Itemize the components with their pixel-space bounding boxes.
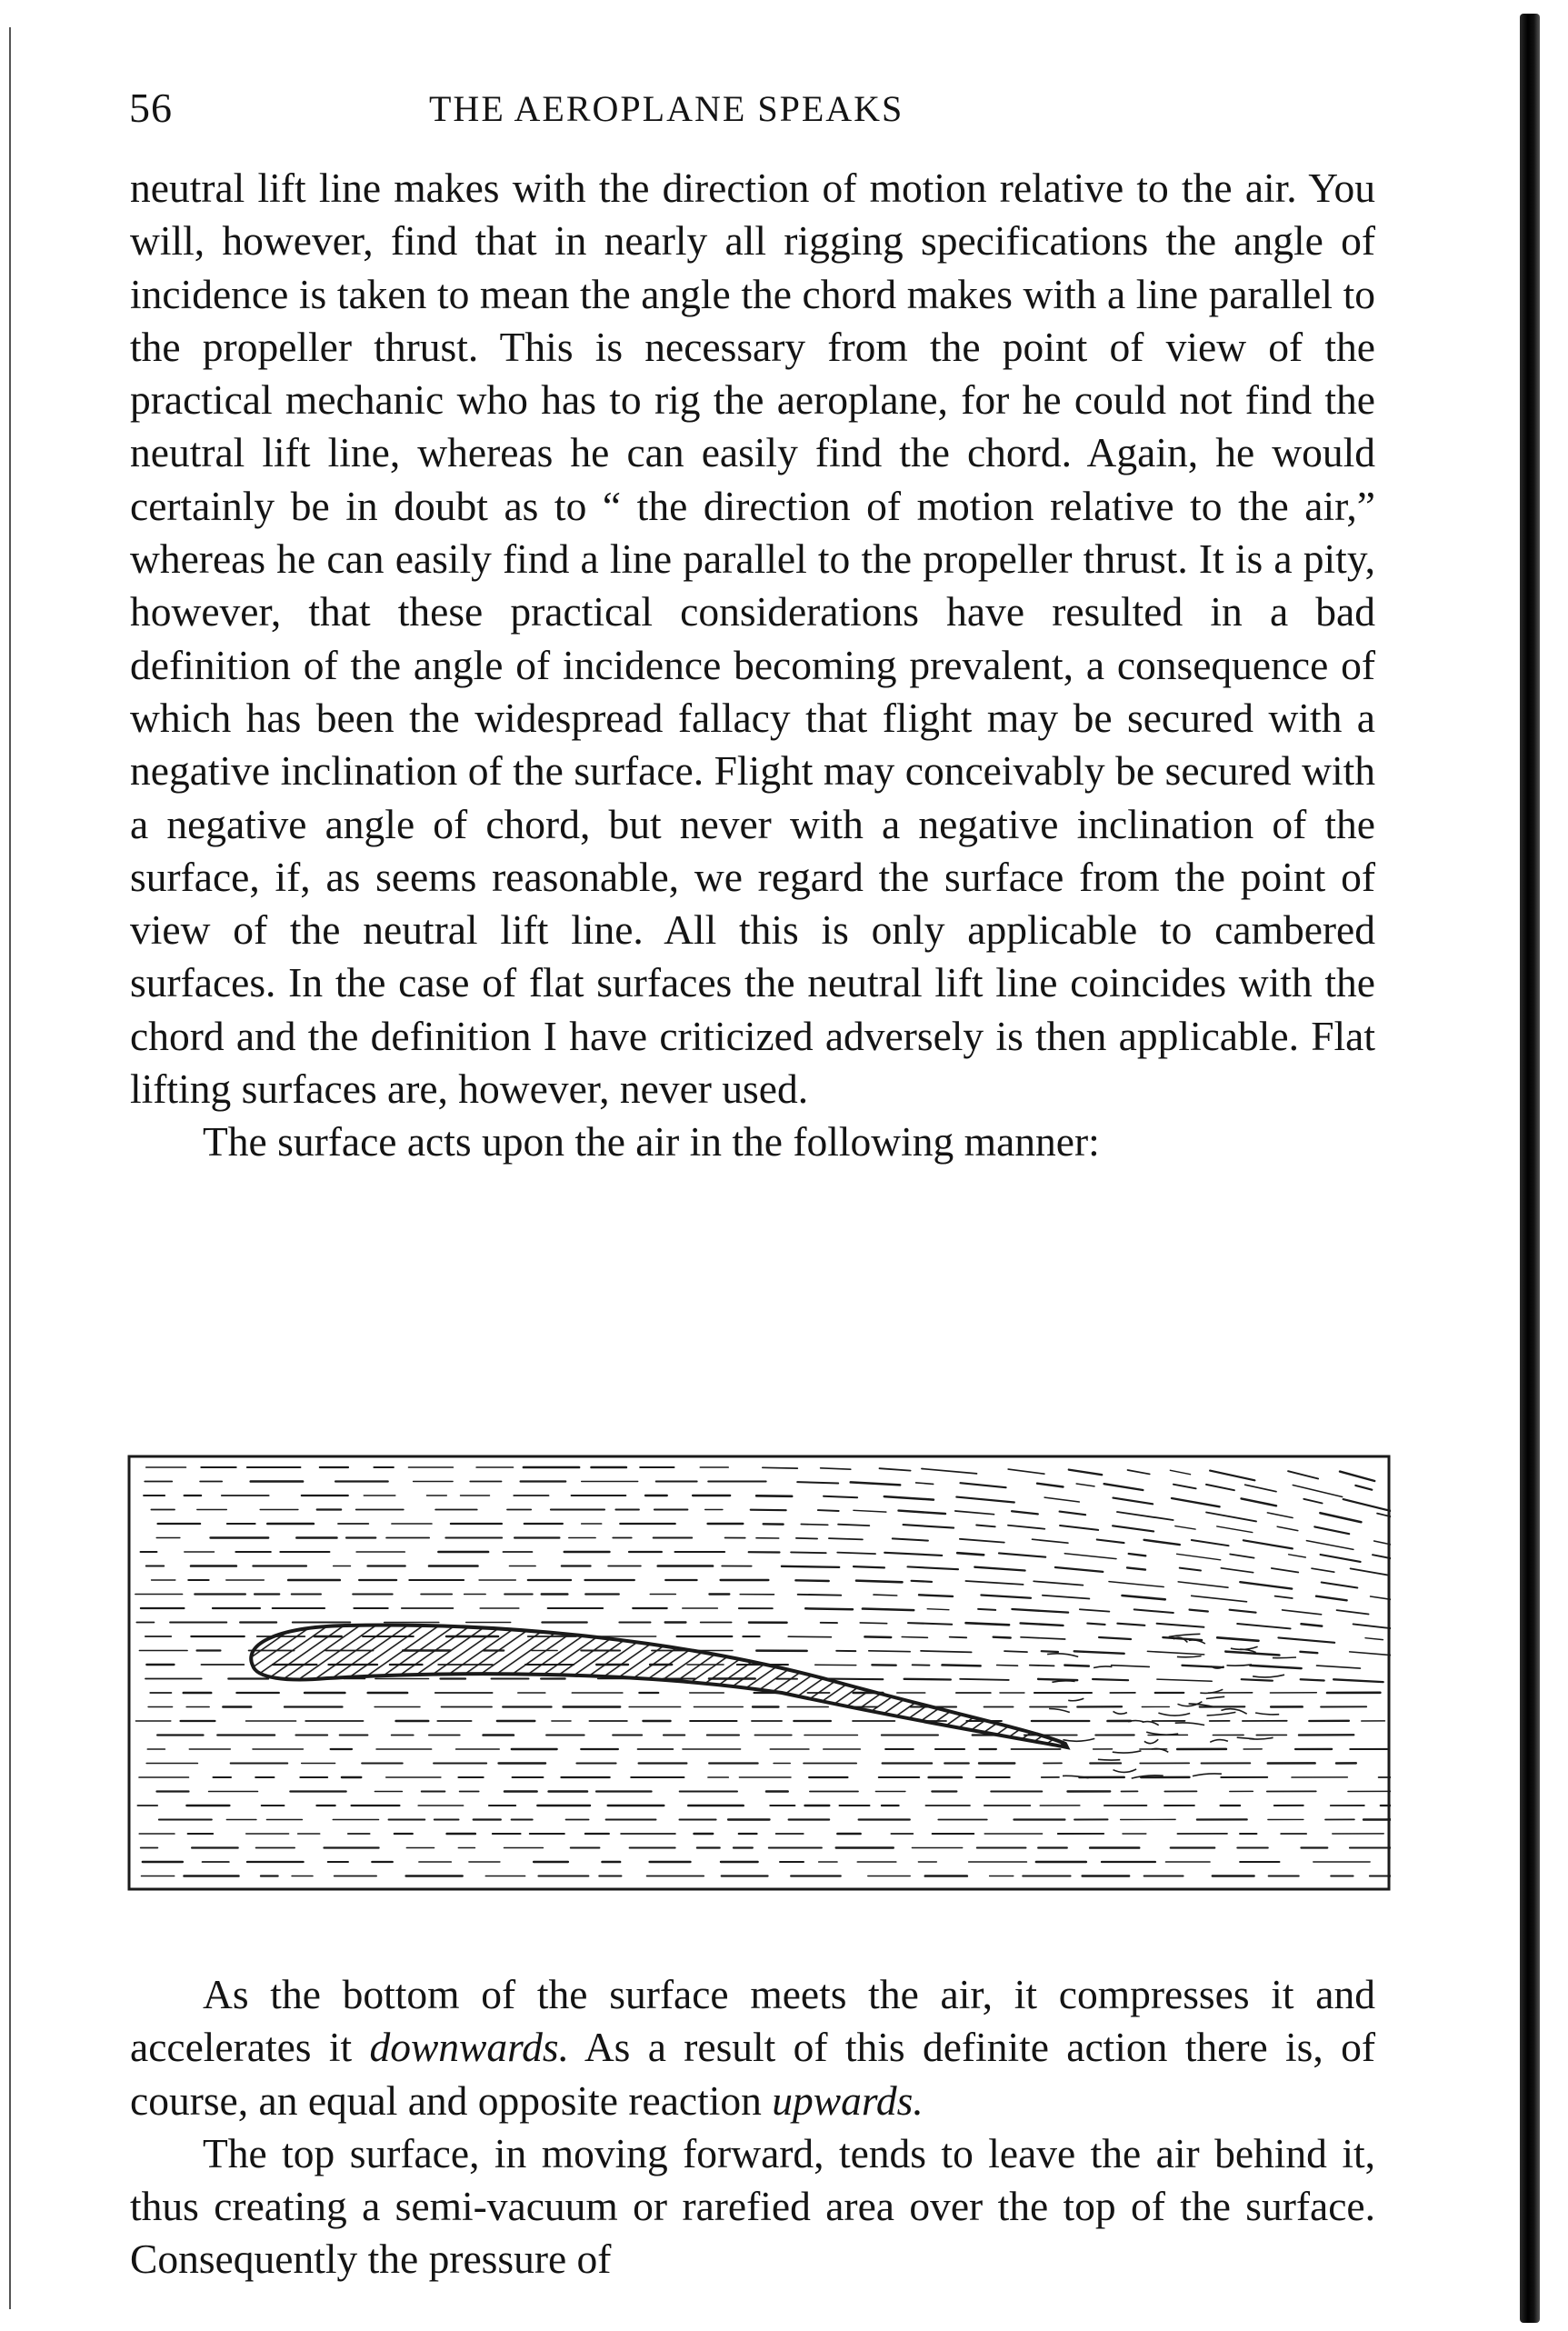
- streamline-dash: [782, 1566, 839, 1567]
- streamline-dash: [805, 1608, 853, 1609]
- streamline-dash: [856, 1581, 903, 1583]
- streamline-dash: [864, 1636, 891, 1637]
- streamline-dash: [795, 1580, 828, 1581]
- text-run: As a result of this definite action there is, of course, an equal and opposite reaction: [130, 2024, 1375, 2124]
- streamline-dash: [869, 1651, 911, 1652]
- streamline-dash: [994, 1637, 1011, 1638]
- streamline-dash: [874, 1595, 897, 1596]
- emphasis-upwards: upwards.: [772, 2076, 924, 2124]
- airflow-figure: [127, 1455, 1391, 1891]
- streamline-dash: [1300, 1652, 1317, 1653]
- streamline-dash: [950, 1637, 967, 1638]
- page-header: [129, 84, 1365, 147]
- streamline-dash: [902, 1637, 927, 1638]
- figure-intro-line: The surface acts upon the air in the following manner:: [203, 1118, 1100, 1166]
- streamline-dash: [1042, 1651, 1058, 1652]
- paragraph-incidence: neutral lift line makes with the direction of motion relative to the air. You will, however, find that in nearly all rigging specifications the angle of incidence is taken to mean the angle the chord makes with a line parallel to the propeller thrust. This is necessary from the point of view of the practical mechanic who has to rig the aeroplane, for he could not find the neutral lift line, whereas he can easily find the chord. Again, he would certainly be in doubt as to “ the direction of motion relative to the air,” whereas he can easily find a line parallel to the propeller thrust. It is a pity, however, that these practical considerations have resulted in a bad definition of the angle of incidence becoming prevalent, a consequence of which has been the widespread fallacy that flight may be secured with a negative inclination of the surface. Flight may conceivably be secured with a negative angle of chord, but never with a negative inclination of the surface, if, as seems reasonable, we regard the surface from the point of view of the neutral lift line. All this is only applicable to cambered surfaces. In the case of flat surfaces the neutral lift line coincides with the chord and the definition I have criticized adversely is then applicable. Flat lifting surfaces are, however, never used.: [130, 165, 1375, 1113]
- body-text-bottom: [130, 1968, 1375, 2286]
- streamline-dash: [978, 1609, 995, 1610]
- streamline-dash: [796, 1538, 817, 1539]
- streamline-dash: [1087, 1624, 1104, 1625]
- paragraph-bottom-surface: [130, 1968, 1375, 2127]
- streamline-dash: [919, 1595, 953, 1596]
- streamline-dash: [751, 1510, 786, 1511]
- streamline-dash: [860, 1623, 887, 1624]
- page-edge-right: [1520, 14, 1540, 2323]
- streamline-dash: [791, 1552, 826, 1553]
- running-title: THE AEROPLANE SPEAKS: [429, 88, 904, 129]
- streamline-dash: [818, 1510, 839, 1511]
- body-text-top: [130, 162, 1375, 1169]
- streamline-dash: [763, 1467, 798, 1468]
- turbulence-curl: [1273, 1657, 1296, 1658]
- emphasis-downwards: downwards.: [369, 2024, 569, 2071]
- streamline-dash: [826, 1679, 884, 1680]
- streamline-dash: [788, 1636, 831, 1637]
- streamline-dash: [1242, 1679, 1273, 1681]
- page-number: 56: [129, 85, 173, 131]
- streamline-dash: [1093, 1679, 1128, 1680]
- streamline-dash: [801, 1525, 827, 1526]
- streamline-dash: [927, 1609, 949, 1610]
- airflow-illustration: [127, 1455, 1391, 1891]
- page-edge-left: [9, 27, 11, 2309]
- text-run: As the bottom of the surface meets the air, it compresses it and accelerates it: [130, 1971, 1375, 2071]
- streamline-dash: [797, 1482, 838, 1483]
- streamline-dash: [1301, 1679, 1324, 1680]
- streamline-dash: [1004, 1651, 1027, 1652]
- turbulence-curl: [1098, 1759, 1120, 1760]
- streamline-dash: [904, 1679, 951, 1680]
- streamline-dash: [912, 1581, 932, 1582]
- paragraph-top-surface: The top surface, in moving forward, tends to leave the air behind it, thus creating a semi-vacuum or rarefied area over the top of the surface. Consequently the pressure of: [130, 2129, 1375, 2283]
- streamline-dash: [798, 1595, 842, 1596]
- streamline-dash: [854, 1566, 884, 1567]
- streamline-dash: [863, 1609, 914, 1611]
- streamline-dash: [943, 1665, 981, 1666]
- streamline-dash: [960, 1679, 1009, 1680]
- streamline-dash: [1038, 1679, 1077, 1680]
